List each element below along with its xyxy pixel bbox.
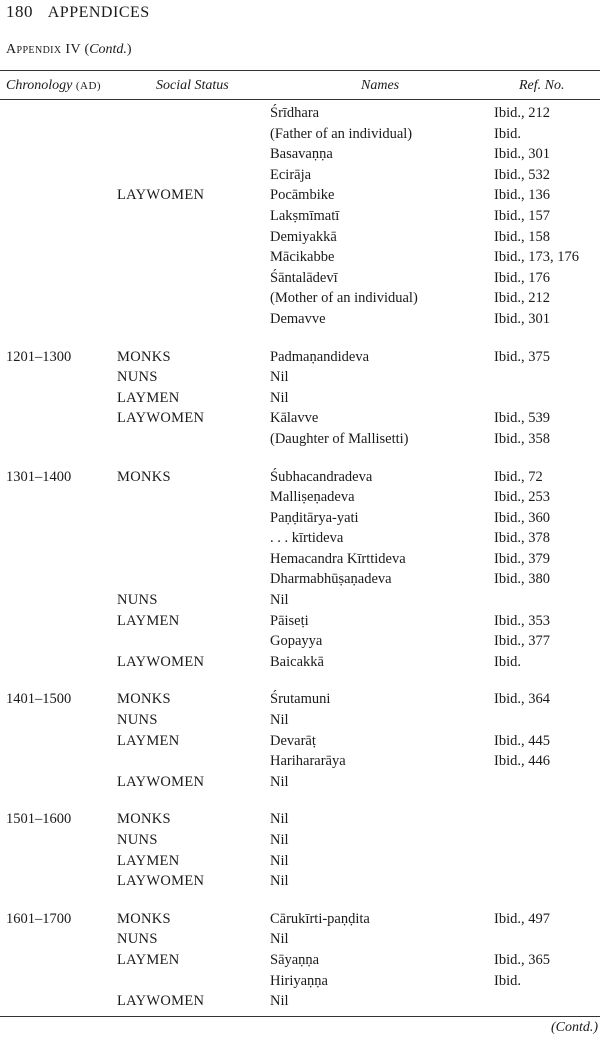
table-row [0, 871, 600, 892]
table-row [0, 652, 600, 673]
cell-status: LAYMEN [117, 612, 180, 629]
table-row [0, 103, 600, 124]
table-row [0, 991, 600, 1012]
table-row [0, 590, 600, 611]
column-header-chronology-text: Chronology [6, 78, 73, 93]
cell-status: LAYMEN [117, 732, 180, 749]
cell-name: Nil [270, 773, 289, 790]
table-row [0, 689, 600, 710]
table-top-rule [0, 70, 600, 71]
cell-name: Nil [270, 369, 289, 386]
cell-name: Cārukīrti-paṇḍita [270, 910, 370, 927]
cell-name: Nil [270, 832, 289, 848]
column-header-names: Names [361, 78, 400, 93]
cell-ref: Ibid., 378 [494, 530, 550, 547]
cell-ref: Ibid., 360 [494, 509, 550, 526]
cell-status: NUNS [117, 931, 158, 948]
cell-ref: Ibid., 301 [494, 310, 550, 327]
table-row [0, 528, 600, 549]
cell-name: Padmaṇandideva [270, 348, 370, 365]
table-row [0, 929, 600, 950]
cell-name: Nil [270, 931, 289, 948]
cell-ref: Ibid., 157 [494, 207, 550, 224]
table-row [0, 206, 600, 227]
cell-ref: Ibid., 377 [494, 633, 550, 650]
table-row [0, 772, 600, 793]
table-row [0, 631, 600, 652]
cell-status: LAYWOMEN [117, 410, 205, 427]
cell-name: Dharmabhūṣaṇadeva [270, 571, 392, 588]
cell-name: Paṇḍitārya-yati [270, 509, 359, 526]
cell-name: Demavve [270, 310, 326, 327]
cell-name: Devarāṭ [270, 732, 316, 749]
cell-name: Kālavve [270, 410, 319, 427]
cell-ref: Ibid. [494, 125, 521, 142]
cell-ref: Ibid., 532 [494, 166, 550, 183]
table-row [0, 388, 600, 409]
cell-status: MONKS [117, 468, 171, 485]
cell-name: Nil [270, 993, 289, 1010]
page-number: 180 [6, 2, 33, 21]
cell-period: 1401–1500 [6, 691, 72, 708]
cell-ref: Ibid., 539 [494, 410, 550, 427]
cell-status: NUNS [117, 712, 158, 729]
cell-ref: Ibid., 173, 176 [494, 249, 579, 266]
cell-ref: Ibid., 212 [494, 105, 550, 121]
table-row [0, 971, 600, 992]
table-row [0, 549, 600, 570]
cell-name: Śrīdhara [270, 105, 320, 121]
running-title: APPENDICES [47, 4, 150, 21]
running-head [6, 2, 150, 22]
table-row [0, 185, 600, 206]
table-row [0, 710, 600, 731]
cell-period: 1301–1400 [6, 468, 72, 485]
cell-ref: Ibid., 358 [494, 430, 550, 447]
cell-ref: Ibid., 301 [494, 146, 550, 163]
cell-status: MONKS [117, 348, 171, 365]
table-row [0, 909, 600, 930]
cell-name: (Mother of an individual) [270, 290, 418, 307]
table-row [0, 347, 600, 368]
cell-ref: Ibid. [494, 972, 521, 989]
table-row [0, 487, 600, 508]
appendix-contd-paren-open: ( [84, 42, 90, 57]
cell-status: NUNS [117, 369, 158, 386]
cell-ref: Ibid., 365 [494, 951, 550, 968]
cell-name: Basavaṇṇa [270, 146, 333, 163]
cell-ref: Ibid., 176 [494, 269, 550, 286]
cell-status: LAYWOMEN [117, 773, 205, 790]
cell-status: LAYWOMEN [117, 993, 205, 1010]
cell-name: Śubhacandradeva [270, 468, 373, 485]
cell-name: Śrutamuni [270, 691, 331, 708]
table-row [0, 227, 600, 248]
appendix-contd-paren-close: ) [126, 42, 132, 57]
column-header-chronology [6, 78, 101, 94]
table-row [0, 367, 600, 388]
cell-name: Ecirāja [270, 166, 312, 183]
cell-ref: Ibid., 375 [494, 348, 550, 365]
table-row [0, 165, 600, 186]
table-row [0, 508, 600, 529]
cell-status: LAYWOMEN [117, 653, 205, 670]
cell-ref: Ibid., 379 [494, 550, 550, 567]
cell-status: LAYMEN [117, 951, 180, 968]
cell-status: LAYMEN [117, 389, 180, 406]
table-row [0, 851, 600, 872]
cell-name: Mācikabbe [270, 249, 335, 266]
table-row [0, 467, 600, 488]
cell-name: Harihararāya [270, 753, 346, 770]
cell-status: NUNS [117, 592, 158, 609]
cell-name: Pocāmbike [270, 187, 335, 204]
cell-period: 1201–1300 [6, 348, 72, 365]
cell-name: . . . kīrtideva [270, 530, 344, 547]
column-header-chronology-suffix: (AD) [75, 80, 102, 92]
cell-name: Hiriyaṇṇa [270, 972, 328, 989]
table-row [0, 288, 600, 309]
table-row [0, 830, 600, 851]
cell-status: MONKS [117, 691, 171, 708]
table-row [0, 611, 600, 632]
table-row [0, 124, 600, 145]
cell-ref: Ibid., 253 [494, 489, 550, 506]
cell-ref: Ibid., 445 [494, 732, 550, 749]
cell-name: Pāiseṭi [270, 612, 309, 629]
cell-period: 1501–1600 [6, 811, 72, 828]
cell-ref: Ibid., 72 [494, 468, 543, 485]
appendix-contd: Contd. [89, 42, 127, 57]
cell-status: LAYWOMEN [117, 187, 205, 204]
appendix-label [6, 42, 132, 58]
table-row [0, 247, 600, 268]
table-row [0, 731, 600, 752]
cell-ref: Ibid. [494, 653, 521, 670]
cell-name: Lakṣmīmatī [270, 207, 340, 224]
table-row [0, 429, 600, 450]
column-header-ref: Ref. No. [519, 78, 565, 93]
cell-name: Nil [270, 389, 289, 406]
cell-ref: Ibid., 364 [494, 691, 550, 708]
cell-period: 1601–1700 [6, 910, 72, 927]
column-header-status: Social Status [156, 78, 229, 93]
cell-name: Nil [270, 712, 289, 729]
table-row [0, 309, 600, 330]
cell-ref: Ibid., 497 [494, 910, 550, 927]
table-row [0, 144, 600, 165]
cell-ref: Ibid., 212 [494, 290, 550, 307]
cell-name: (Father of an individual) [270, 125, 413, 142]
table-row [0, 408, 600, 429]
cell-name: Nil [270, 811, 289, 828]
cell-status: LAYWOMEN [117, 873, 205, 890]
cell-name: Nil [270, 852, 289, 869]
cell-name: Nil [270, 592, 289, 609]
cell-name: Malliṣeṇadeva [270, 489, 355, 506]
cell-ref: Ibid., 158 [494, 228, 550, 245]
cell-ref: Ibid., 446 [494, 753, 550, 770]
cell-status: MONKS [117, 811, 171, 828]
appendix-title: Appendix IV [6, 42, 82, 57]
table-row [0, 809, 600, 830]
cell-name: Śāntalādevī [270, 269, 338, 286]
cell-ref: Ibid., 353 [494, 612, 550, 629]
table-bottom-rule [0, 1016, 600, 1017]
continued-note: (Contd.) [550, 1020, 598, 1035]
cell-name: Nil [270, 873, 289, 890]
cell-name: Gopayya [270, 633, 323, 650]
cell-status: MONKS [117, 910, 171, 927]
table-row [0, 751, 600, 772]
cell-status: LAYMEN [117, 852, 180, 869]
cell-name: Baicakkā [270, 653, 324, 670]
cell-status: NUNS [117, 832, 158, 848]
table-row [0, 569, 600, 590]
cell-name: (Daughter of Mallisetti) [270, 430, 409, 447]
header-bottom-rule [0, 99, 600, 100]
cell-name: Sāyaṇṇa [270, 951, 320, 968]
cell-name: Hemacandra Kīrttideva [270, 550, 406, 567]
cell-name: Demiyakkā [270, 228, 337, 245]
table-row [0, 950, 600, 971]
cell-ref: Ibid., 380 [494, 571, 550, 588]
cell-ref: Ibid., 136 [494, 187, 550, 204]
table-body [0, 103, 600, 1012]
table-row [0, 268, 600, 289]
